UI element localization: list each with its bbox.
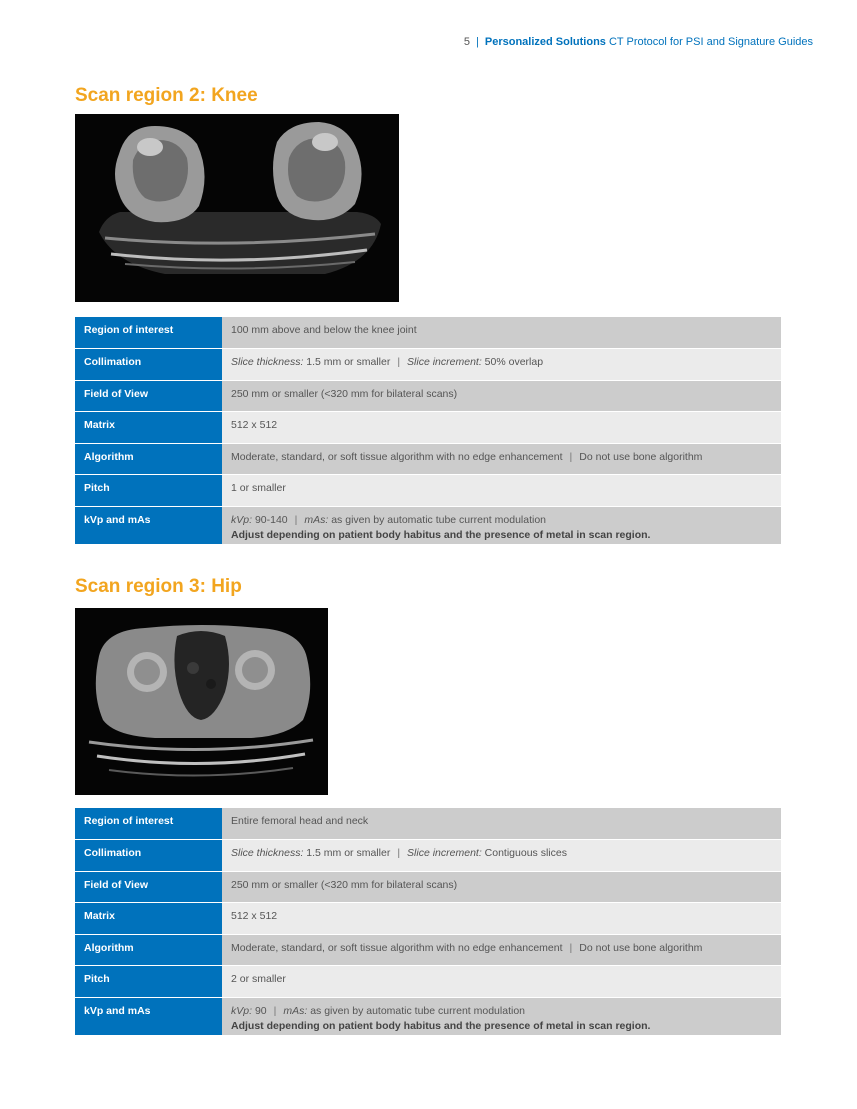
header-separator: | bbox=[476, 36, 479, 48]
mas-key: mAs: bbox=[283, 1004, 308, 1017]
row-value-region-of-interest: Entire femoral head and neck bbox=[222, 808, 781, 840]
table-row bbox=[75, 317, 781, 349]
value-separator: | bbox=[294, 513, 298, 526]
algorithm-value-2: Do not use bone algorithm bbox=[579, 450, 703, 463]
value-separator: | bbox=[569, 450, 573, 463]
row-label-matrix: Matrix bbox=[75, 903, 222, 935]
slice-thickness-value: 1.5 mm or smaller bbox=[306, 847, 391, 859]
row-value-pitch: 1 or smaller bbox=[222, 475, 781, 507]
row-label-algorithm: Algorithm bbox=[75, 443, 222, 475]
row-value-field-of-view: 250 mm or smaller (<320 mm for bilateral scans) bbox=[222, 380, 781, 412]
table-row bbox=[75, 934, 781, 966]
mas-value: as given by automatic tube current modulation bbox=[331, 513, 547, 526]
slice-thickness-key: Slice thickness: bbox=[231, 356, 304, 368]
row-value-collimation bbox=[222, 840, 781, 872]
table-row bbox=[75, 443, 781, 475]
page-header bbox=[464, 36, 813, 48]
row-label-kvp-mas: kVp and mAs bbox=[75, 997, 222, 1035]
page-number: 5 bbox=[463, 36, 471, 48]
table-row bbox=[75, 903, 781, 935]
table-row bbox=[75, 506, 781, 544]
table-row bbox=[75, 997, 781, 1035]
kvp-value: 90-140 bbox=[254, 513, 288, 526]
algorithm-value-2: Do not use bone algorithm bbox=[579, 941, 703, 954]
row-label-pitch: Pitch bbox=[75, 966, 222, 998]
row-value-matrix: 512 x 512 bbox=[222, 412, 781, 444]
algorithm-value-1: Moderate, standard, or soft tissue algorithm with no edge enhancement bbox=[231, 450, 563, 463]
slice-increment-key: Slice increment: bbox=[407, 356, 482, 368]
algorithm-value-1: Moderate, standard, or soft tissue algorithm with no edge enhancement bbox=[231, 941, 563, 954]
row-value-field-of-view: 250 mm or smaller (<320 mm for bilateral scans) bbox=[222, 871, 781, 903]
row-label-pitch: Pitch bbox=[75, 475, 222, 507]
table-row bbox=[75, 349, 781, 381]
brand-name: Personalized Solutions bbox=[484, 36, 606, 48]
slice-increment-value: Contiguous slices bbox=[484, 847, 567, 859]
hip-protocol-table bbox=[75, 808, 781, 1036]
table-row bbox=[75, 840, 781, 872]
knee-section-heading: Scan region 2: Knee bbox=[75, 85, 258, 106]
mas-value: as given by automatic tube current modulation bbox=[310, 1004, 525, 1017]
row-value-pitch: 2 or smaller bbox=[222, 966, 781, 998]
table-row bbox=[75, 808, 781, 840]
kvp-note: Adjust depending on patient body habitus and the presence of metal in scan region. bbox=[231, 528, 651, 541]
row-label-collimation: Collimation bbox=[75, 349, 222, 381]
slice-increment-key: Slice increment: bbox=[407, 847, 482, 859]
row-label-algorithm: Algorithm bbox=[75, 934, 222, 966]
row-label-kvp-mas: kVp and mAs bbox=[75, 506, 222, 544]
row-label-region-of-interest: Region of interest bbox=[75, 317, 222, 349]
row-label-region-of-interest: Region of interest bbox=[75, 808, 222, 840]
kvp-value: 90 bbox=[254, 1004, 267, 1017]
table-row bbox=[75, 871, 781, 903]
slice-thickness-key: Slice thickness: bbox=[231, 847, 304, 859]
row-value-algorithm bbox=[222, 934, 781, 966]
hip-section-heading: Scan region 3: Hip bbox=[75, 576, 242, 597]
row-value-kvp-mas bbox=[222, 997, 781, 1035]
table-row bbox=[75, 412, 781, 444]
row-value-collimation bbox=[222, 349, 781, 381]
mas-key: mAs: bbox=[304, 513, 329, 526]
row-label-field-of-view: Field of View bbox=[75, 380, 222, 412]
row-label-matrix: Matrix bbox=[75, 412, 222, 444]
kvp-note: Adjust depending on patient body habitus and the presence of metal in scan region. bbox=[231, 1019, 651, 1032]
row-value-matrix: 512 x 512 bbox=[222, 903, 781, 935]
value-separator: | bbox=[397, 356, 401, 368]
table-row bbox=[75, 966, 781, 998]
row-value-region-of-interest: 100 mm above and below the knee joint bbox=[222, 317, 781, 349]
document-title: CT Protocol for PSI and Signature Guides bbox=[608, 36, 813, 48]
value-separator: | bbox=[397, 847, 401, 859]
row-value-algorithm bbox=[222, 443, 781, 475]
kvp-key: kVp: bbox=[231, 513, 253, 526]
hip-ct-image bbox=[75, 608, 328, 795]
kvp-key: kVp: bbox=[231, 1004, 253, 1017]
row-label-field-of-view: Field of View bbox=[75, 871, 222, 903]
knee-protocol-table bbox=[75, 317, 781, 545]
slice-increment-value: 50% overlap bbox=[484, 356, 544, 368]
row-label-collimation: Collimation bbox=[75, 840, 222, 872]
knee-ct-image bbox=[75, 114, 399, 302]
value-separator: | bbox=[273, 1004, 277, 1017]
table-row bbox=[75, 380, 781, 412]
row-value-kvp-mas bbox=[222, 506, 781, 544]
value-separator: | bbox=[569, 941, 573, 954]
slice-thickness-value: 1.5 mm or smaller bbox=[306, 356, 391, 368]
table-row bbox=[75, 475, 781, 507]
